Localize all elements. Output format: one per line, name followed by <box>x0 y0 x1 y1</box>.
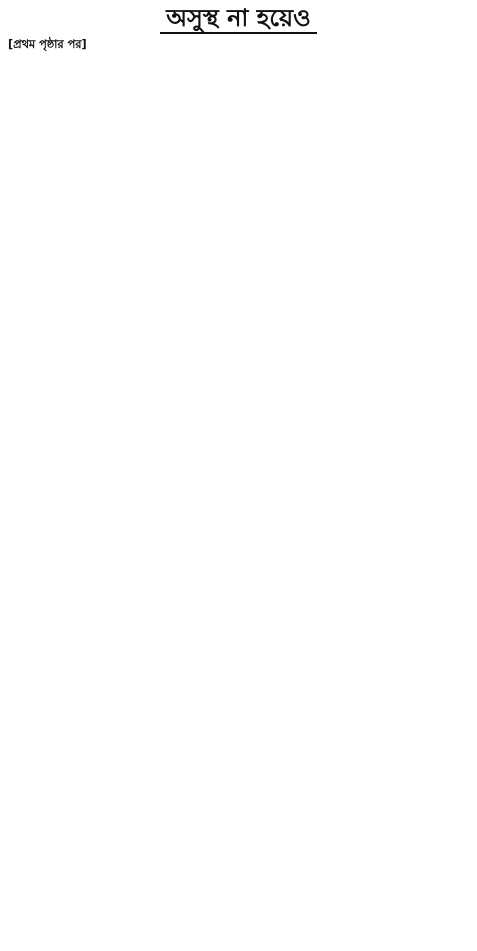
paragraph-7 <box>8 56 469 71</box>
headline-wrap <box>8 6 469 34</box>
article-body <box>8 38 469 71</box>
paragraph-1 <box>8 38 469 53</box>
continuation-tag: [প্রথম পৃষ্ঠার পর] <box>8 38 87 52</box>
headline: অসুস্থ না হয়েও <box>160 6 317 34</box>
